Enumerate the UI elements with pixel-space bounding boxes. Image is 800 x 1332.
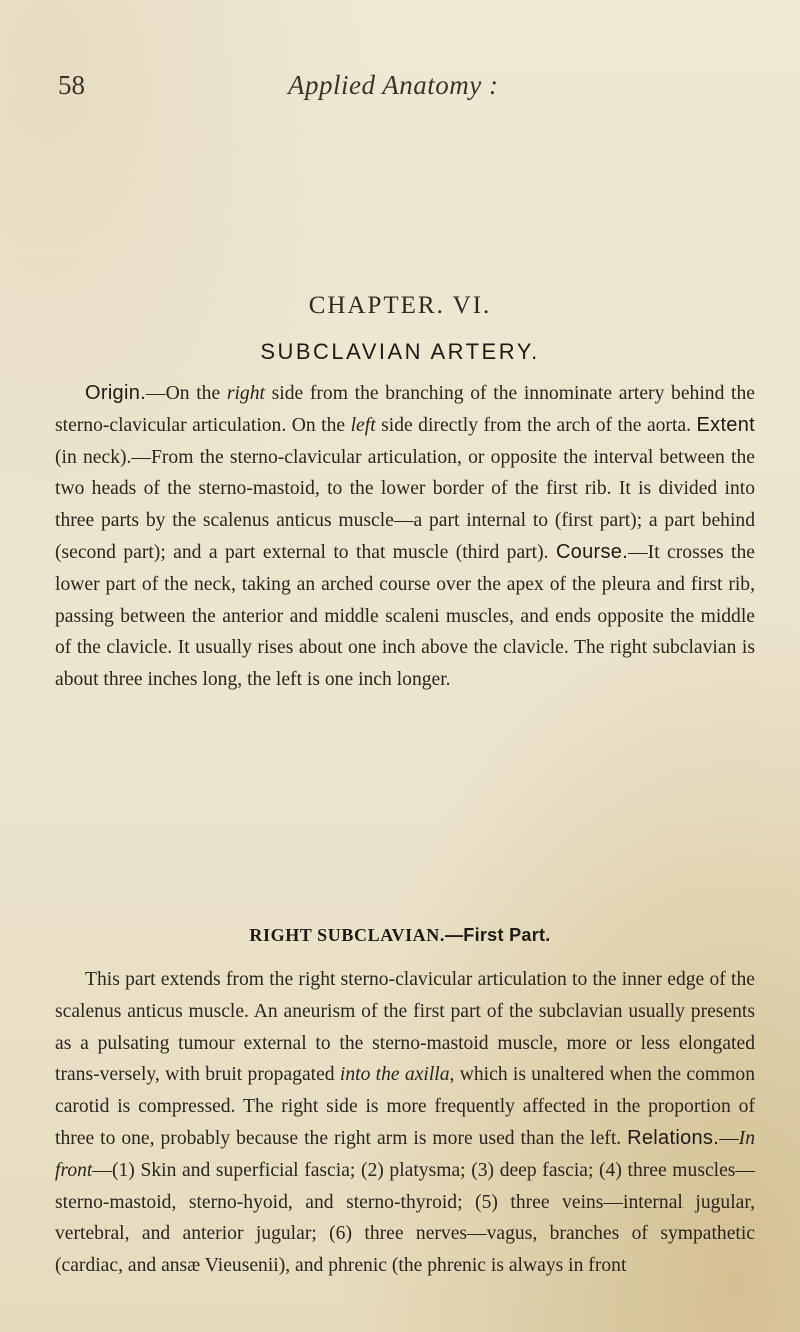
course-label: Course. — [555, 540, 629, 563]
paragraph-right-subclavian — [55, 964, 755, 1282]
para2-text-b: , which is unaltered when the common carotid is compressed. The right side is more frequently affected in the proportion of three to one, probably because the right arm is more used than the left. — [55, 1064, 755, 1149]
origin-right-term: right — [226, 383, 265, 404]
running-head: Applied Anatomy : — [288, 70, 499, 100]
para2-text-a: This part extends from the right sterno-clavicular articulation to the inner edge of the scalenus anticus muscle. An aneurism of the first part of the subclavian usually presents as a pulsating tumour external to the sterno-mastoid muscle, more or less elongated trans-versely, with bruit propagated — [55, 969, 755, 1086]
chapter-label: CHAPTER. VI. — [308, 292, 492, 319]
paragraph-origin-extent-course — [55, 378, 755, 696]
extent-text: (in neck).—From the sterno-clavicular articulation, or opposite the interval between the two heads of the sterno-mastoid, to the lower border of the first rib. It is divided into three parts by the scalenus anticus muscle—a part internal to (first part); a part behind (second part); and a part external to that muscle (third part). — [55, 446, 755, 563]
origin-left-term: left — [350, 414, 376, 436]
extent-label: Extent — [696, 413, 755, 436]
para2-text-c: —(1) Skin and superficial fascia; (2) platysma; (3) deep fascia; (4) three muscles—sterno-mastoid, sterno-hyoid, and sterno-thyroid; (5) three veins—internal jugular, vertebral, and anterior jugular; (6) three nerves—vagus, branches of sympathetic (cardiac, and ansæ Vieusenii), and phrenic (the phrenic is always in front — [55, 1159, 755, 1277]
origin-text-a: —On the — [146, 383, 227, 404]
subheading-part: —First Part. — [444, 925, 551, 945]
origin-text-c: side directly from the arch of the aorta. — [375, 414, 697, 436]
relations-dash: — — [719, 1127, 739, 1149]
page-number: 58 — [58, 70, 85, 100]
in-front-term: In front — [55, 1127, 755, 1181]
page-header — [58, 70, 758, 110]
section-title: SUBCLAVIAN ARTERY. — [260, 339, 540, 364]
subheading-main: RIGHT SUBCLAVIAN. — [249, 925, 445, 945]
course-text: —It crosses the lower part of the neck, taking an arched course over the apex of the pleura and first rib, passing between the anterior and middle scaleni muscles, and ends opposite the middle of the clavicle. It usually rises about one inch above the clavicle. The right subclavian is about three inches long, the left is one inch longer. — [55, 541, 755, 691]
axilla-term: into the axilla — [339, 1064, 450, 1086]
subheading — [0, 925, 800, 946]
origin-text-b: side from the branching of the innominate artery behind the sterno-clavicular articulation. On the — [55, 383, 755, 436]
origin-label: Origin. — [85, 382, 147, 404]
relations-label: Relations. — [627, 1126, 720, 1149]
